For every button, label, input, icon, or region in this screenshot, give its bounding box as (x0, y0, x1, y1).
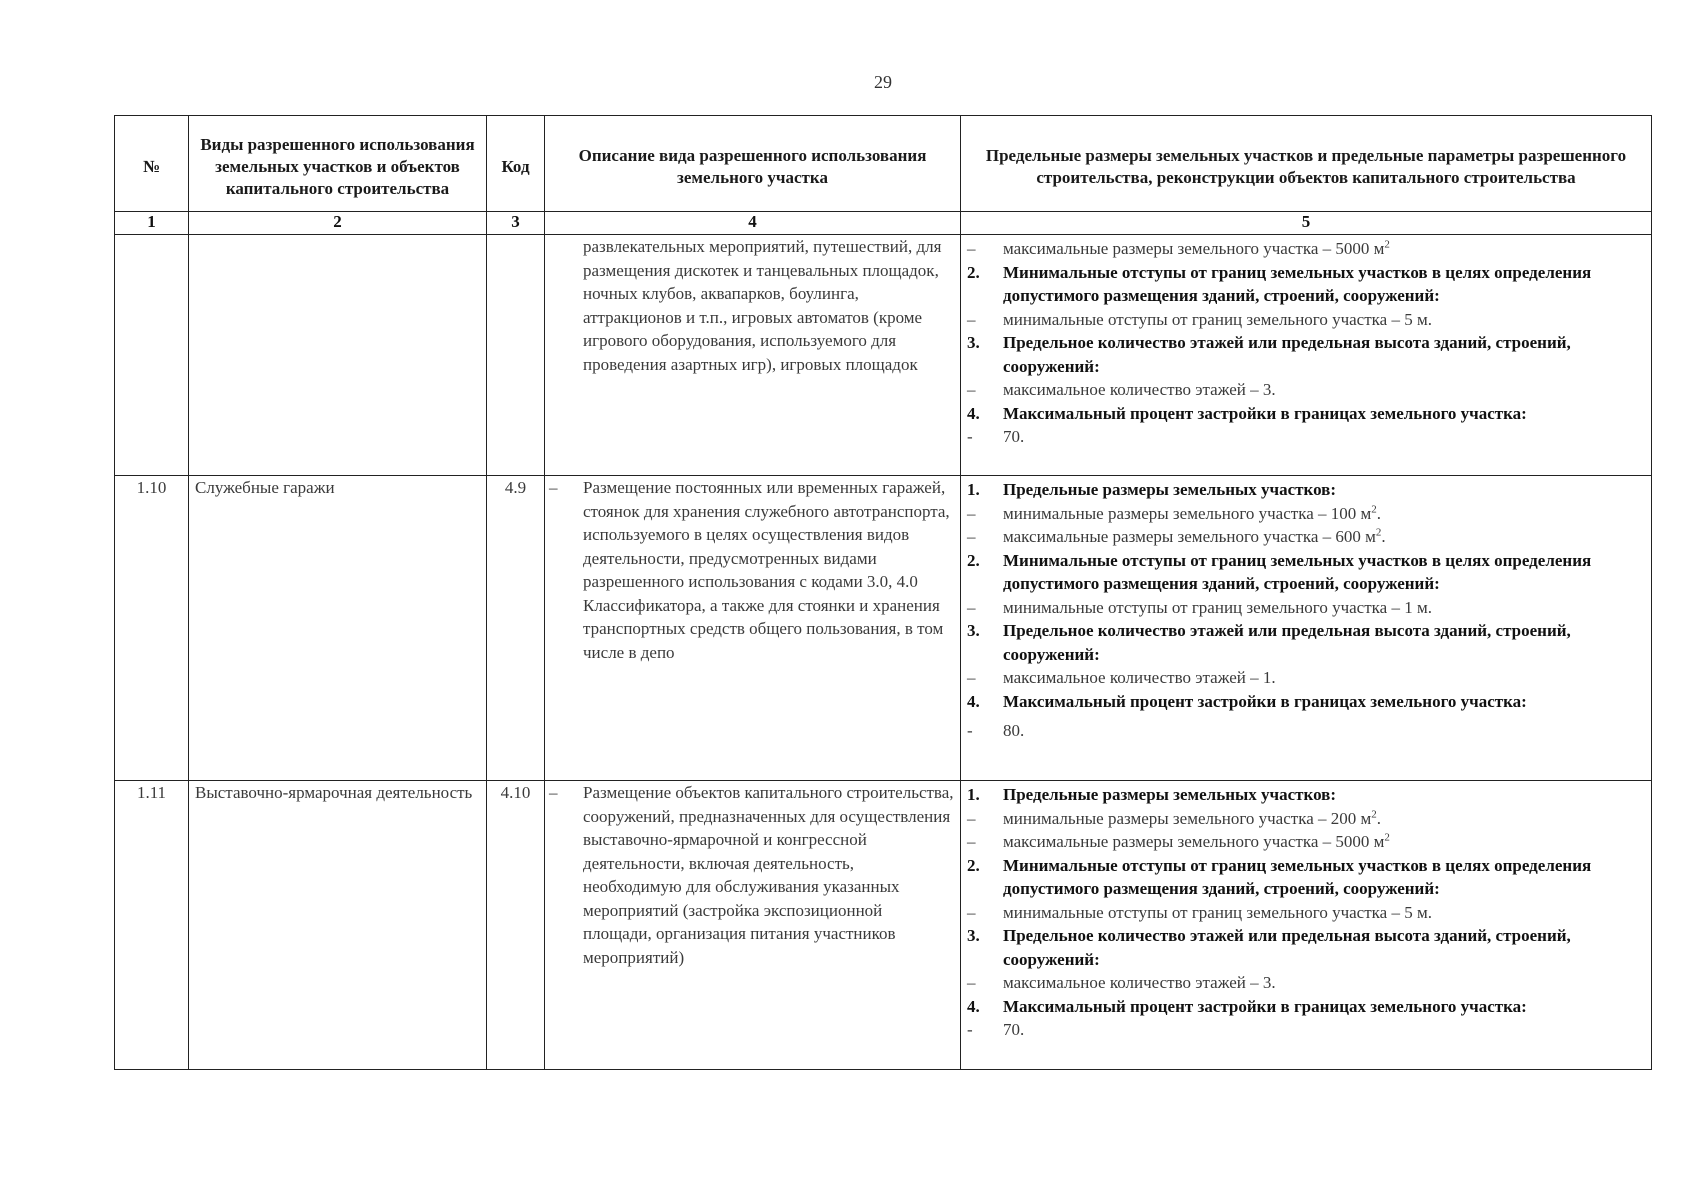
use-description-cell (545, 781, 961, 1070)
parameter-heading (963, 261, 1645, 308)
parameter-marker: - (967, 1020, 973, 1039)
parameter-marker: 2. (967, 550, 980, 570)
description-text: развлекательных мероприятий, путешествий, для размещения дискотек и танцевальных площадок, ночных клубов, аквапарков, боулинга, аттракционов и т.п., игровых автоматов (кроме игрового оборудования, используемого для проведения азартных игр), игровых площадок (583, 237, 942, 374)
parameter-value (963, 502, 1645, 526)
parameter-marker: - (967, 721, 973, 740)
column-number: 5 (961, 212, 1652, 235)
parameter-text: максимальные размеры земельного участка – 600 $м^2$. (1003, 526, 1386, 546)
parameter-value (963, 719, 1645, 743)
parameter-text: максимальные размеры земельного участка – 5000 $м^2$ (1003, 831, 1390, 851)
column-number: 2 (189, 212, 487, 235)
header-parameters: Предельные размеры земельных участков и предельные параметры разрешенного строительства, реконструкции объектов капитального строительства (961, 116, 1652, 212)
parameter-marker: 3. (967, 926, 980, 945)
parameter-value (963, 596, 1645, 620)
use-type-code: 4.10 (487, 781, 545, 1070)
parameter-marker: – (967, 668, 976, 687)
parameter-text: максимальное количество этажей – 1. (1003, 668, 1276, 687)
header-code: Код (487, 116, 545, 212)
parameter-text: Максимальный процент застройки в границах земельного участка: (1003, 996, 1527, 1016)
parameter-marker: – (967, 973, 976, 992)
table-header-row (115, 116, 1652, 212)
parameter-marker: 1. (967, 480, 980, 499)
column-number-row (115, 212, 1652, 235)
table-row (115, 235, 1652, 476)
parameter-heading (963, 619, 1645, 666)
parameter-value (963, 666, 1645, 690)
column-number: 3 (487, 212, 545, 235)
parameter-value (963, 971, 1645, 995)
parameter-marker: 4. (967, 691, 980, 711)
use-type-name (189, 235, 487, 476)
parameter-heading (963, 478, 1645, 502)
parameters-cell (961, 476, 1652, 781)
parameters-cell (961, 235, 1652, 476)
superscript: 2 (1371, 807, 1377, 820)
parameter-value (963, 378, 1645, 402)
parameter-text: Максимальный процент застройки в границах земельного участка: (1003, 403, 1527, 423)
parameter-value (963, 525, 1645, 549)
header-number: № (115, 116, 189, 212)
use-type-code (487, 235, 545, 476)
parameter-heading (963, 331, 1645, 378)
parameter-text: Максимальный процент застройки в границах земельного участка: (1003, 691, 1527, 711)
use-description (547, 781, 954, 969)
parameter-value (963, 830, 1645, 854)
column-number: 1 (115, 212, 189, 235)
parameter-text: минимальные размеры земельного участка – 200 $м^2$. (1003, 807, 1382, 828)
parameter-marker: 2. (967, 855, 980, 875)
parameter-heading (963, 549, 1645, 596)
parameter-marker: – (967, 503, 976, 523)
row-number (115, 235, 189, 476)
parameter-text: максимальное количество этажей – 3. (1003, 380, 1276, 399)
parameter-marker: 3. (967, 621, 980, 640)
parameter-text: 80. (1003, 721, 1025, 740)
parameter-heading (963, 690, 1645, 714)
parameter-marker: – (967, 527, 976, 546)
use-type-name: Служебные гаражи (189, 476, 487, 781)
use-description-cell (545, 476, 961, 781)
use-type-code: 4.9 (487, 476, 545, 781)
use-description (547, 235, 954, 376)
superscript: 2 (1384, 831, 1390, 844)
parameter-marker: – (967, 380, 976, 399)
parameter-text: минимальные отступы от границ земельного участка – 1 м. (1003, 597, 1432, 617)
parameter-value (963, 425, 1645, 449)
parameter-marker: 4. (967, 403, 980, 423)
parameter-text: Минимальные отступы от границ земельных участков в целях определения допустимого размещения зданий, строений, сооружений: (1003, 855, 1592, 898)
parameter-text: Предельное количество этажей или предельная высота зданий, строений, сооружений: (1003, 333, 1571, 376)
parameter-marker: - (967, 427, 973, 446)
description-text: Размещение постоянных или временных гаражей, стоянок для хранения служебного автотранспорта, используемого в целях осуществления видов деятельности, предусмотренных видами разрешенного использования с кодами 3.0, 4.0 Классификатора, а также для стоянки и хранения транспортных средств общего пользования, в том числе в депо (583, 478, 950, 662)
parameter-text: Минимальные отступы от границ земельных участков в целях определения допустимого размещения зданий, строений, сооружений: (1003, 262, 1592, 305)
header-description: Описание вида разрешенного использования земельного участка (545, 116, 961, 212)
parameter-marker: – (967, 832, 976, 851)
parameter-text: Предельные размеры земельных участков: (1003, 785, 1337, 804)
parameter-marker: 4. (967, 996, 980, 1016)
row-number: 1.11 (115, 781, 189, 1070)
column-number: 4 (545, 212, 961, 235)
parameter-text: 70. (1003, 427, 1025, 446)
parameter-value (963, 1018, 1645, 1042)
description-marker: – (549, 478, 558, 497)
row-number: 1.10 (115, 476, 189, 781)
table-row (115, 781, 1652, 1070)
parameter-marker: – (967, 309, 976, 329)
parameter-value (963, 807, 1645, 831)
parameter-text: минимальные отступы от границ земельного участка – 5 м. (1003, 309, 1432, 329)
parameter-heading (963, 924, 1645, 971)
parameter-marker: – (967, 597, 976, 617)
land-use-table (114, 115, 1652, 1070)
parameter-value (963, 308, 1645, 332)
parameter-marker: 3. (967, 333, 980, 352)
parameter-heading (963, 854, 1645, 901)
use-description (547, 476, 954, 664)
description-marker: – (549, 783, 558, 802)
parameter-text: максимальные размеры земельного участка – 5000 $м^2$ (1003, 238, 1390, 258)
parameter-marker: – (967, 239, 976, 258)
parameter-text: максимальное количество этажей – 3. (1003, 973, 1276, 992)
parameter-heading (963, 783, 1645, 807)
description-text: Размещение объектов капитального строительства, сооружений, предназначенных для осуществления выставочно-ярмарочной и конгрессной деятельности, включая деятельность, необходимую для обслуживания указанных мероприятий (застройка экспозиционной площади, организация питания участников мероприятий) (583, 783, 954, 967)
description-marker (547, 235, 583, 376)
parameter-heading (963, 995, 1645, 1019)
parameter-marker: 1. (967, 785, 980, 804)
header-use-type: Виды разрешенного использования земельных участков и объектов капитального строительства (189, 116, 487, 212)
parameter-value (963, 901, 1645, 925)
parameter-text: 70. (1003, 1020, 1025, 1039)
parameter-marker: 2. (967, 262, 980, 282)
parameter-text: Минимальные отступы от границ земельных участков в целях определения допустимого размещения зданий, строений, сооружений: (1003, 550, 1592, 593)
superscript: 2 (1375, 526, 1382, 539)
parameter-marker: – (967, 902, 976, 922)
table-row (115, 476, 1652, 781)
parameter-text: Предельные размеры земельных участков: (1003, 480, 1337, 499)
parameter-value (963, 237, 1645, 261)
parameter-text: минимальные отступы от границ земельного участка – 5 м. (1003, 902, 1432, 922)
superscript: 2 (1384, 238, 1390, 251)
parameter-text: минимальные размеры земельного участка – 100 $м^2$. (1003, 502, 1382, 523)
use-type-name: Выставочно-ярмарочная деятельность (189, 781, 487, 1070)
parameter-text: Предельное количество этажей или предельная высота зданий, строений, сооружений: (1003, 621, 1571, 664)
parameter-text: Предельное количество этажей или предельная высота зданий, строений, сооружений: (1003, 926, 1571, 969)
parameters-cell (961, 781, 1652, 1070)
use-description-cell (545, 235, 961, 476)
parameter-heading (963, 402, 1645, 426)
superscript: 2 (1371, 502, 1377, 515)
parameter-marker: – (967, 808, 976, 828)
page-number: 29 (874, 72, 892, 92)
